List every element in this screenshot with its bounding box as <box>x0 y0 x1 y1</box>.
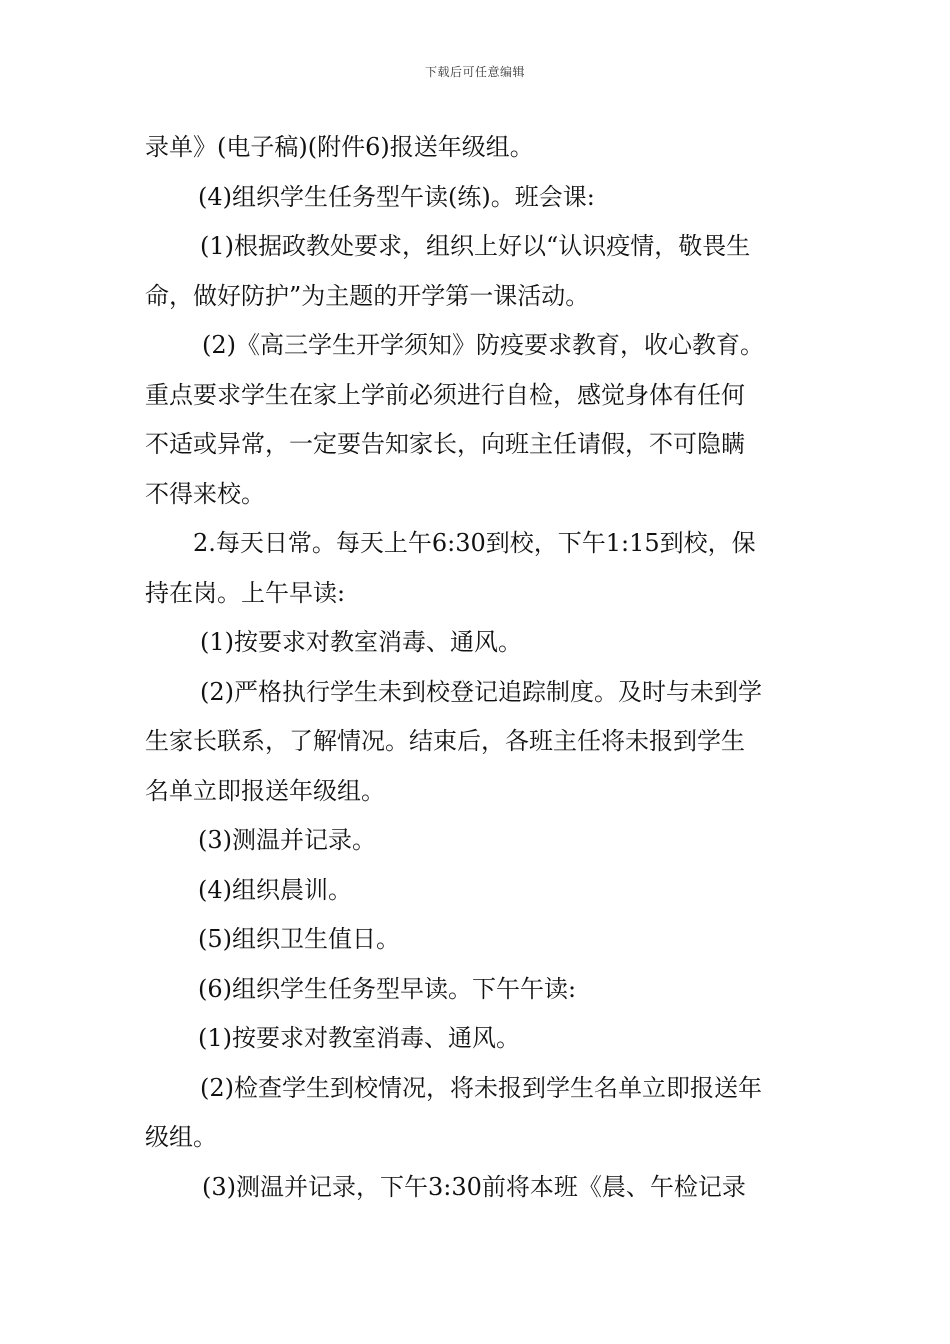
page-header-note: 下载后可任意编辑 <box>424 65 525 79</box>
body-line: (4)组织学生任务型午读(练)。班会课: <box>198 182 595 211</box>
body-line: (6)组织学生任务型早读。下午午读: <box>198 974 577 1003</box>
body-line: (2)《高三学生开学须知》防疫要求教育，收心教育。 <box>202 331 764 359</box>
body-line: (3)测温并记录。 <box>198 826 376 854</box>
body-line: 录单》(电子稿)(附件6)报送年级组。 <box>145 133 534 161</box>
body-line: 级组。 <box>145 1123 217 1151</box>
body-line: (2)严格执行学生未到校登记追踪制度。及时与未到学 <box>200 677 762 706</box>
body-line: 生家长联系，了解情况。结束后，各班主任将未报到学生 <box>145 727 745 755</box>
body-line: (5)组织卫生值日。 <box>198 925 400 953</box>
body-line: (3)测温并记录，下午3:30前将本班《晨、午检记录 <box>202 1172 746 1201</box>
body-line: (1)按要求对教室消毒、通风。 <box>200 628 522 656</box>
body-line: (1)按要求对教室消毒、通风。 <box>198 1024 520 1052</box>
body-line: (4)组织晨训。 <box>198 875 352 904</box>
body-line: 不适或异常，一定要告知家长，向班主任请假，不可隐瞒 <box>145 430 745 458</box>
body-line: 命，做好防护”为主题的开学第一课活动。 <box>145 281 590 310</box>
body-line: 持在岗。上午早读: <box>145 578 346 607</box>
body-line: 重点要求学生在家上学前必须进行自检，感觉身体有任何 <box>145 380 745 409</box>
body-line: 不得来校。 <box>145 479 265 508</box>
body-line: (1)根据政教处要求，组织上好以“认识疫情，敬畏生 <box>200 232 751 260</box>
document-body <box>145 123 810 1212</box>
body-line: (2)检查学生到校情况，将未报到学生名单立即报送年 <box>200 1073 762 1102</box>
body-line: 名单立即报送年级组。 <box>145 776 385 805</box>
body-line: 2.每天日常。每天上午6:30到校，下午1:15到校，保 <box>193 529 756 557</box>
